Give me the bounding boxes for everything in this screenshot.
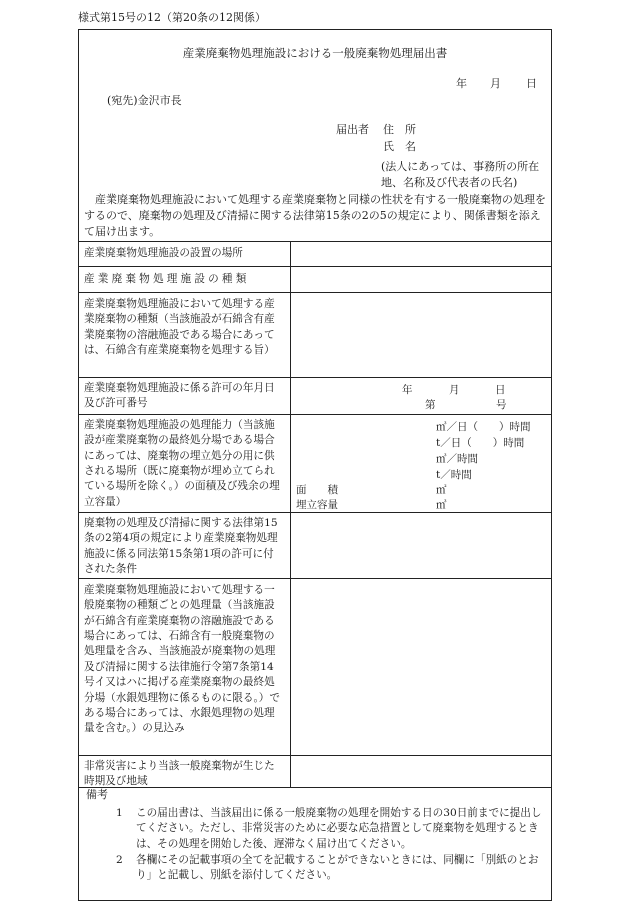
note-number: 1	[116, 807, 123, 819]
intro-text: 産業廃棄物処理施設において処理する産業廃棄物と同様の性状を有する一般廃棄物の処理をするので、廃棄物の処理及び清掃に関する法律第15条の2の5の規定により、関係書類を添えて届け出ます。	[84, 193, 546, 238]
date-day: 日	[526, 77, 537, 90]
address-label: 住 所	[383, 123, 416, 136]
notes-heading: 備考	[86, 788, 108, 801]
column-divider	[290, 241, 291, 787]
row-label-permit: 産業廃棄物処理施設に係る許可の年月日及び許可番号	[84, 382, 275, 410]
table-border	[78, 266, 552, 267]
table-border	[78, 377, 552, 378]
row-label-waste-type: 産業廃棄物処理施設において処理する産業廃棄物の種類（当該施設が石綿含有産業廃棄物の溶融施設である場合にあっては、石綿含有産業廃棄物を処理する旨）	[84, 298, 275, 357]
corporate-note-line2: 地、名称及び代表者の氏名)	[381, 176, 518, 189]
date-month: 月	[490, 77, 501, 90]
row-label-location: 産業廃棄物処理施設の設置の場所	[84, 247, 243, 259]
table-border	[78, 755, 552, 756]
permit-month: 月	[449, 384, 460, 396]
permit-year: 年	[402, 384, 413, 396]
row-label-processing-amount: 産業廃棄物処理施設において処理する一般廃棄物の種類ごとの処理量（当該施設が石綿含有産業廃棄物の溶融施設である場合にあっては、石綿含有一般廃棄物の処理量を含み、当該施設が廃棄物の処理及び清掃に関する法律施行令第7条第14号イ又はハに掲げる産業廃棄物の最終処分場（水銀処理物に係るものに限る。）である場合にあっては、水銀処理物の処理量を含む。）の見込み	[84, 584, 280, 735]
form-title: 産業廃棄物処理施設における一般廃棄物処理届出書	[182, 46, 448, 60]
date-year: 年	[456, 77, 467, 90]
permit-day: 日	[495, 384, 506, 396]
row-label-conditions: 廃棄物の処理及び清掃に関する法律第15条の2第4項の規定により産業廃棄物処理施設に係る同法第15条第1項の許可に付された条件	[84, 517, 278, 576]
permit-number-prefix: 第	[425, 399, 436, 411]
permit-number-suffix: 号	[496, 399, 507, 411]
table-border	[78, 414, 552, 415]
note-text: 各欄にその記載事項の全てを記載することができないときには、同欄に「別紙のとおり」と記載し、別紙を添付してください。	[136, 854, 539, 882]
note-item	[116, 853, 548, 884]
addressee: (宛先)金沢市長	[107, 94, 182, 107]
form-number: 様式第15号の12（第20条の12関係）	[78, 11, 266, 24]
capacity-unit-t-day: t／日（ ）時間	[436, 437, 525, 449]
volume-label: 埋立容量	[296, 499, 338, 511]
area-unit: ㎡	[436, 484, 447, 496]
name-label: 氏 名	[383, 140, 416, 153]
notifier-label: 届出者	[336, 123, 369, 136]
volume-unit: ㎥	[436, 499, 447, 511]
table-border	[78, 578, 552, 579]
area-label: 面 積	[296, 484, 338, 496]
capacity-unit-m3-day: ㎥／日（ ）時間	[436, 421, 531, 433]
row-label-capacity: 産業廃棄物処理施設の処理能力（当該施設が産業廃棄物の最終処分場である場合にあっては、廃棄物の埋立処分の用に供される場所（既に廃棄物が埋め立てられている場所を除く。）の面積及び残余の埋立容量）	[84, 419, 280, 508]
corporate-note-line1: (法人にあっては、事務所の所在	[381, 160, 540, 173]
note-number: 2	[116, 854, 123, 866]
table-border	[78, 241, 552, 242]
note-item	[116, 806, 548, 852]
table-border	[78, 292, 552, 293]
capacity-unit-t-hour: t／時間	[436, 469, 472, 481]
row-label-facility-type: 産業廃棄物処理施設の種類	[84, 273, 250, 285]
row-label-disaster: 非常災害により当該一般廃棄物が生じた時期及び地域	[84, 760, 275, 788]
capacity-unit-m3-hour: ㎥／時間	[436, 453, 478, 465]
note-text: この届出書は、当該届出に係る一般廃棄物の処理を開始する日の30日前までに提出してください。ただし、非常災害のために必要な応急措置として廃棄物を処理するときは、その処理を開始した後、遅滞なく届け出てください。	[136, 807, 542, 850]
